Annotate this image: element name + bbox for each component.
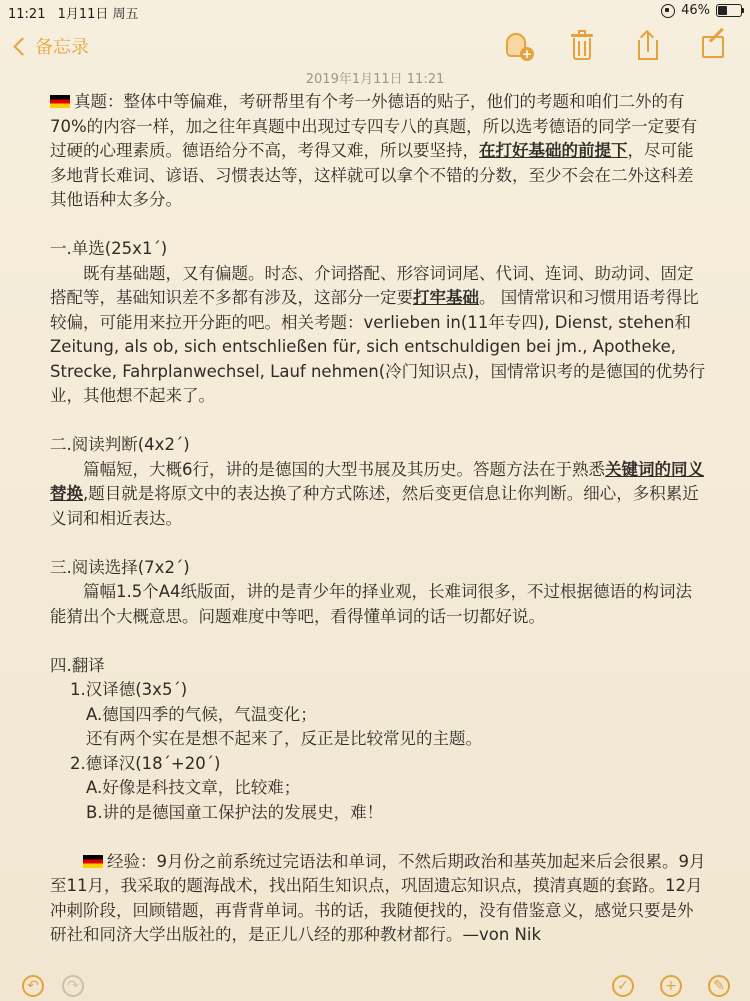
status-date: 1月11日 周五 xyxy=(57,7,139,22)
section-4-1-a: A.德国四季的气候，气温变化； xyxy=(86,704,317,724)
section-1-text-2: 。 国情常识和习惯用语考得比较偏，可能用来拉开分距的吧。相关考题：verlieben in(11年专四), Dienst, stehen和Zeitung, als ob, sich entschließen für, sich entschuldigen bei jm., Apotheke, Strecke, Fahrplanwechsel, Lauf nehmen(冷门知识点)，国情常识考的是德国的优势行业，其他想不起来了。 xyxy=(50,288,706,405)
section-4-1-b: 还有两个实在是想不起来了，反正是比较常见的主题。 xyxy=(86,729,482,748)
trash-can xyxy=(573,38,591,60)
section-4-1-title: 1.汉译德(3x5´) xyxy=(70,680,188,699)
redo-button[interactable] xyxy=(62,975,84,997)
back-button[interactable] xyxy=(10,32,89,60)
status-bar xyxy=(0,0,750,22)
section-2-text-2: ,题目就是将原文中的表达换了种方式陈述，然后变更信息让你判断。细心，多积累近义词和相近表达。 xyxy=(50,484,699,528)
german-flag-icon xyxy=(83,855,103,868)
section-1-bold: 打牢基础 xyxy=(413,288,479,307)
intro-text: 真题：整体中等偏难，考研帮里有个考一外德语的贴子，他们的考题和咱们二外的有70%的内容一样，加之往年真题中出现过专四专八的真题，所以选考德语的同学一定要有过硬的心理素质。德语给分不高，考得又难，所以要坚持， xyxy=(50,92,698,160)
plus-badge-icon: + xyxy=(521,47,533,61)
section-4-2-title: 2.德译汉(18´+20´) xyxy=(70,753,221,773)
intro-bold: 在打好基础的前提下 xyxy=(479,141,628,160)
redo-icon: ↷ xyxy=(67,978,79,994)
german-flag-icon xyxy=(50,95,70,108)
experience-paragraph xyxy=(50,850,706,948)
note-timestamp: 2019年1月11日 11:21 xyxy=(305,72,445,87)
nav-bar xyxy=(0,24,750,68)
section-2-title: 二.阅读判断(4x2´) xyxy=(50,435,190,454)
section-4-title: 四.翻译 xyxy=(50,655,105,675)
trash-line xyxy=(584,41,586,56)
section-3-body: 篇幅1.5个A4纸版面，讲的是青少年的择业观，长难词很多，不过根据德语的构词法能猜出个大概意思。问题难度中等吧，看得懂单词的话一切都好说。 xyxy=(50,582,693,626)
back-label: 备忘录 xyxy=(35,37,89,58)
experience-text: 经验：9月份之前系统过完语法和单词，不然后期政治和基英加起来后会很累。9月至11月，我采取的题海战术，找出陌生知识点，巩固遗忘知识点，摸清真题的套路。12月冲刺阶段，回顾错题，再背背单词。书的话，我随便找的，没有借鉴意义，感觉只要是外研社和同济大学出版社的，是正儿八经的那种教材都行。—von Nik xyxy=(50,851,706,944)
section-1-title: 一.单选(25x1´) xyxy=(50,239,168,258)
battery-fill xyxy=(718,6,727,15)
chevron-left-icon xyxy=(13,37,31,55)
add-button[interactable] xyxy=(660,975,682,997)
section-2-text: 篇幅短，大概6行，讲的是德国的大型书展及其历史。答题方法在于熟悉 xyxy=(83,459,605,479)
bottom-toolbar xyxy=(0,975,750,1001)
section-4-2-b: B.讲的是德国童工保护法的发展史，难！ xyxy=(86,802,384,822)
trash-line xyxy=(578,41,580,56)
battery-icon xyxy=(716,4,742,17)
compose-button[interactable] xyxy=(696,28,732,64)
intro-paragraph xyxy=(50,90,706,213)
section-2-bold: 关键词的同义替换 xyxy=(50,459,704,503)
share-button[interactable] xyxy=(630,28,666,64)
section-4-2-a: A.好像是科技文章，比较难； xyxy=(86,778,301,797)
markup-button[interactable] xyxy=(708,975,730,997)
add-person-button[interactable] xyxy=(498,28,534,64)
intro-text-2: ，尽可能多地背长难词、谚语、习惯表达等，这样就可以拿个不错的分数，至少不会在二外这科差其他语种太多分。 xyxy=(50,141,694,209)
plus-icon: + xyxy=(665,978,677,994)
section-1-text: 既有基础题，又有偏题。时态、介词搭配、形容词词尾、代词、连词、助动词、固定搭配等，基础知识差不多都有涉及，这部分一定要 xyxy=(50,263,694,307)
battery-percent: 46% xyxy=(681,3,710,18)
trash-lid xyxy=(571,34,593,37)
checklist-button[interactable] xyxy=(612,975,634,997)
rotation-lock-icon xyxy=(661,4,675,18)
status-time: 11:21 xyxy=(8,7,46,22)
section-1-body xyxy=(50,262,706,409)
undo-button[interactable] xyxy=(22,975,44,997)
section-3-title: 三.阅读选择(7x2´) xyxy=(50,557,190,577)
section-2-body xyxy=(50,458,706,532)
note-body[interactable] xyxy=(50,90,706,948)
check-icon: ✓ xyxy=(617,978,629,994)
undo-icon: ↶ xyxy=(27,978,39,994)
delete-button[interactable] xyxy=(564,28,600,64)
pen-icon: ✎ xyxy=(713,978,725,994)
